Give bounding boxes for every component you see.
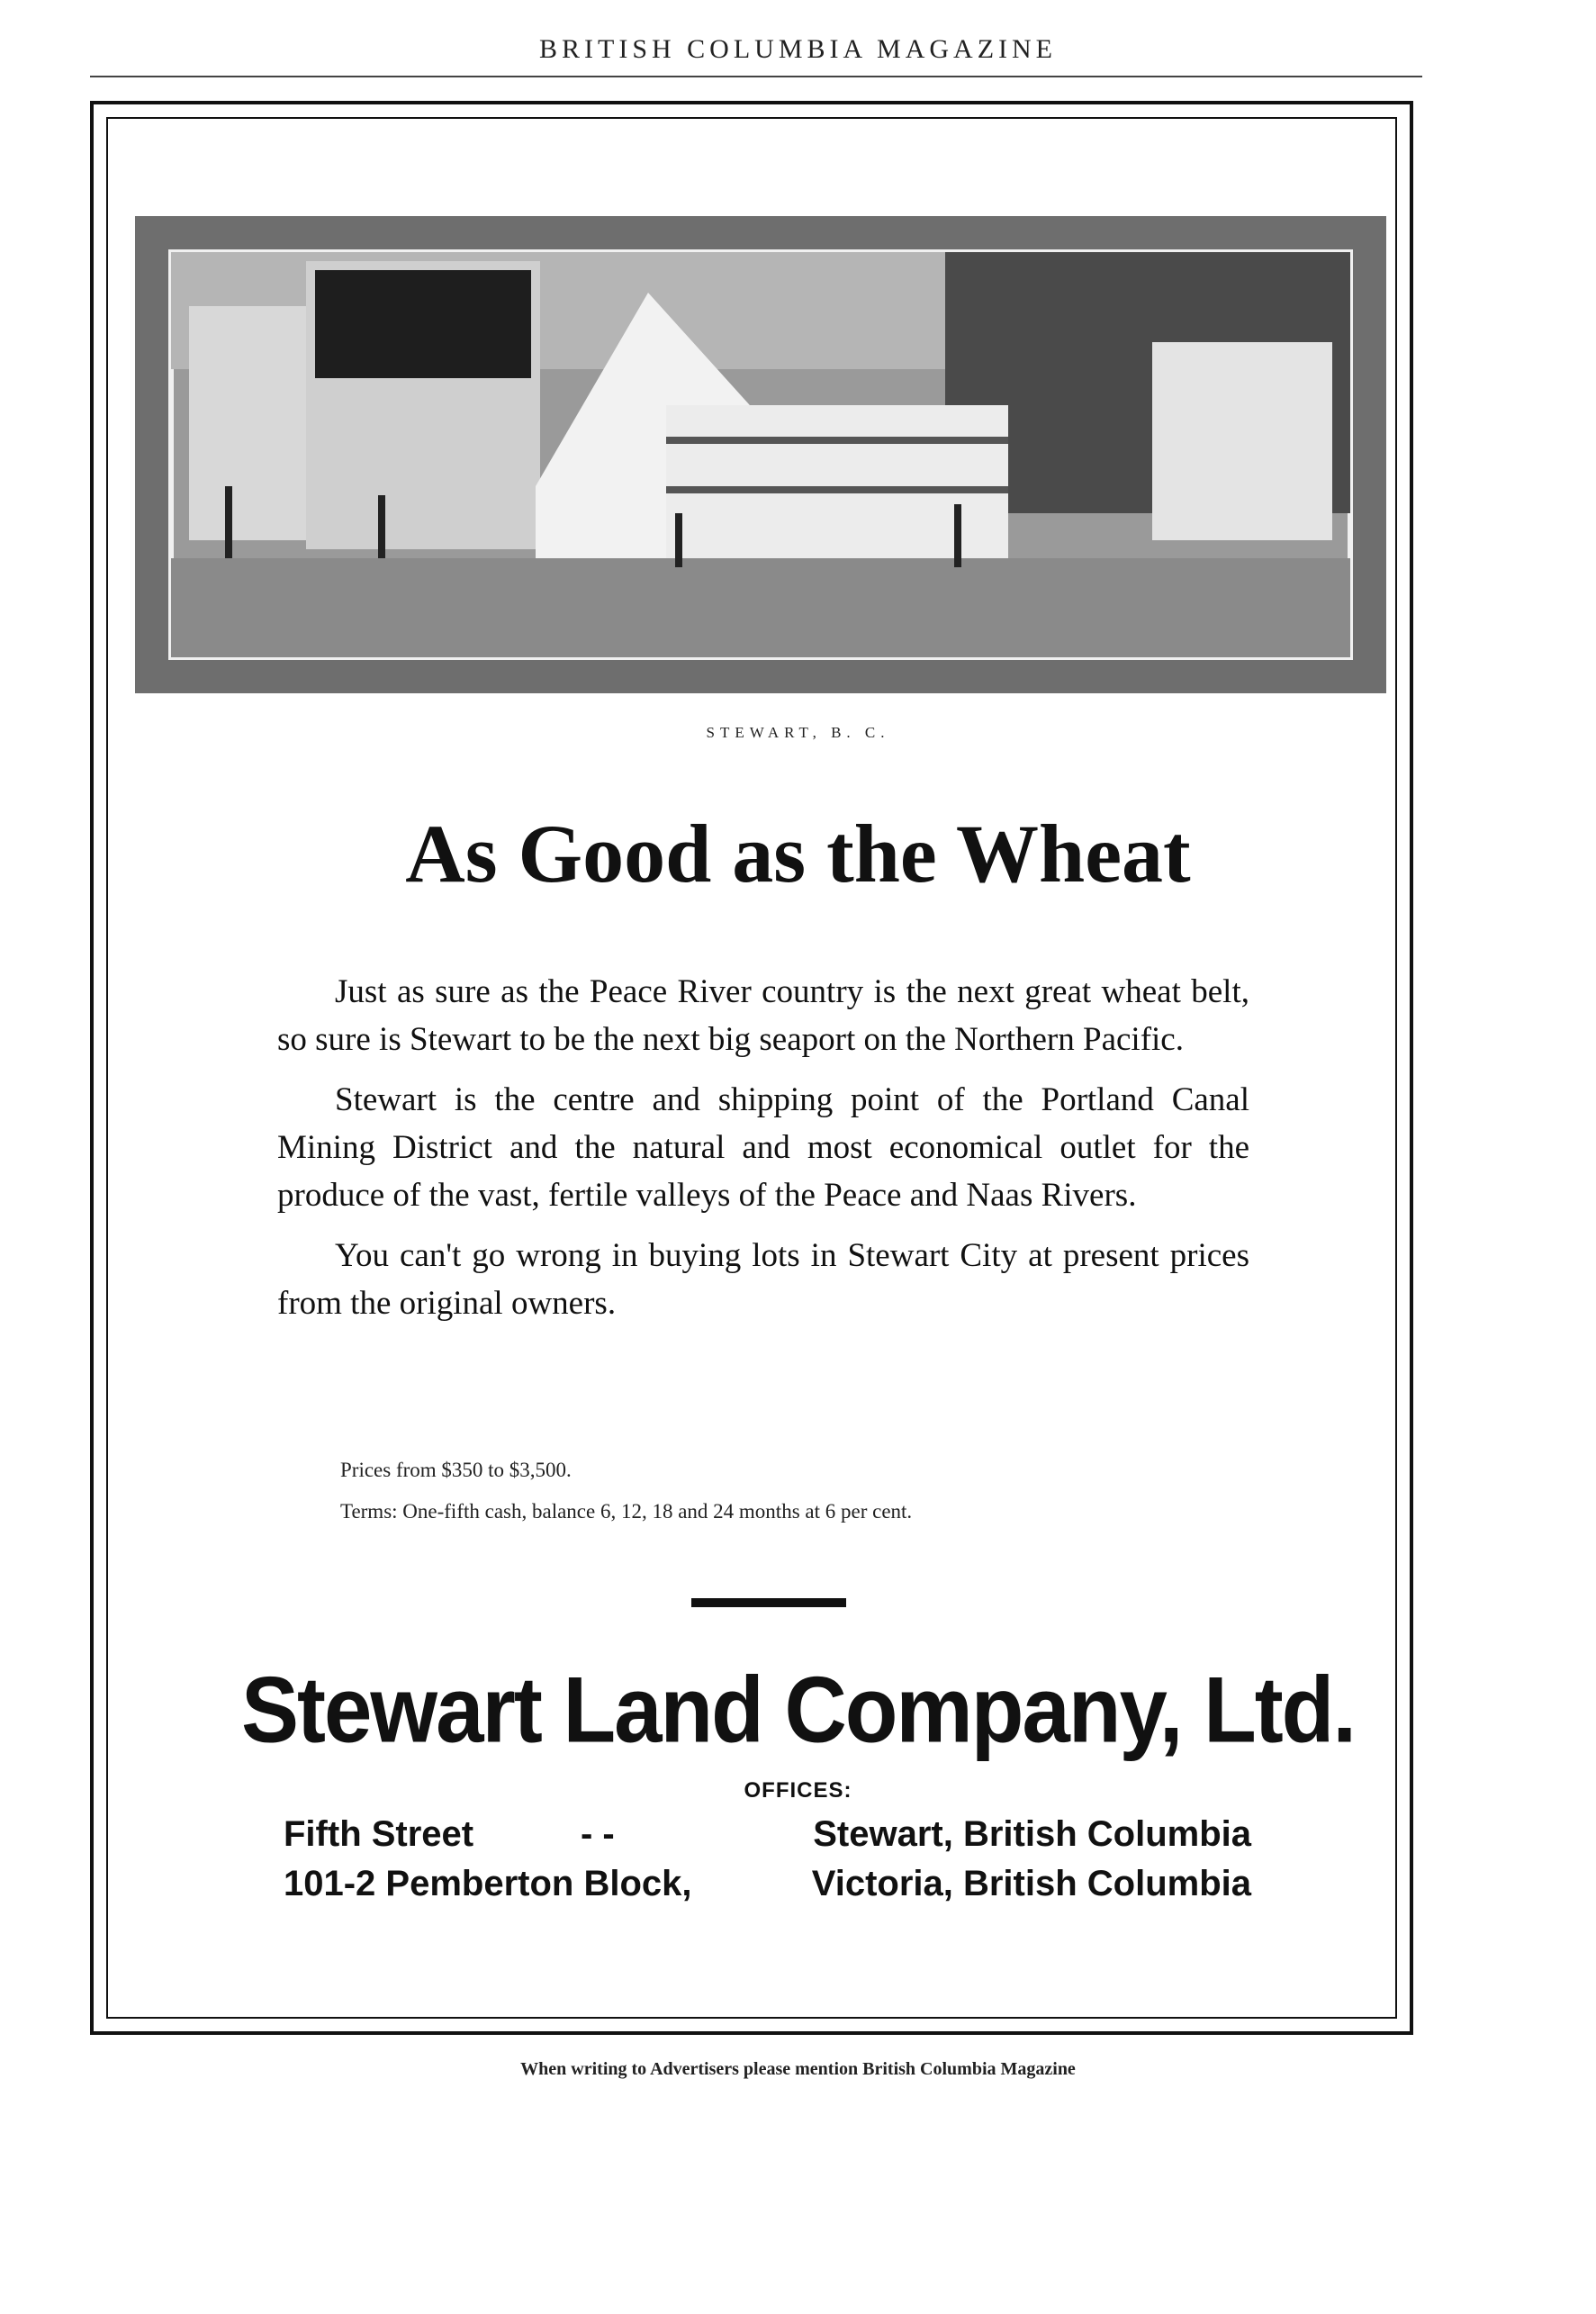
header-rule — [90, 76, 1422, 77]
footer-note: When writing to Advertisers please mention British Columbia Magazine — [520, 2059, 1076, 2079]
payment-terms: Terms: One-fifth cash, balance 6, 12, 18 and 24 months at 6 per cent. — [340, 1500, 913, 1523]
divider-bar — [691, 1598, 846, 1607]
body-paragraph: Just as sure as the Peace River country is the next great wheat belt, so sure is Stewart to be the next big seaport on the Northern Pacific. — [277, 973, 1249, 1058]
ad-body-copy — [277, 968, 1249, 1340]
office-street: Fifth Street — [284, 1814, 474, 1854]
office-city: Victoria, British Columbia — [811, 1864, 1251, 1903]
photo-illustration — [135, 216, 1386, 693]
pricing-details — [340, 1459, 1294, 1541]
body-paragraph: You can't go wrong in buying lots in Stewart City at present prices from the original owners. — [277, 1237, 1249, 1322]
offices-heading: OFFICES: — [744, 1778, 852, 1803]
company-name: Stewart Land Company, Ltd. — [241, 1658, 1355, 1763]
ad-headline: As Good as the Wheat — [405, 808, 1191, 899]
town-photograph — [135, 216, 1386, 693]
price-range: Prices from $350 to $3,500. — [340, 1459, 572, 1481]
office-city: Stewart, British Columbia — [813, 1814, 1251, 1854]
office-street: 101-2 Pemberton Block, — [284, 1864, 692, 1903]
photo-caption: STEWART, B. C. — [706, 724, 890, 741]
running-head: BRITISH COLUMBIA MAGAZINE — [539, 34, 1057, 64]
office-separator: - - — [581, 1814, 615, 1854]
body-paragraph: Stewart is the centre and shipping point of the Portland Canal Mining District and the natural and most economical outlet for the produce of the vast, fertile valleys of the Peace and Naas Rivers. — [277, 1081, 1249, 1214]
